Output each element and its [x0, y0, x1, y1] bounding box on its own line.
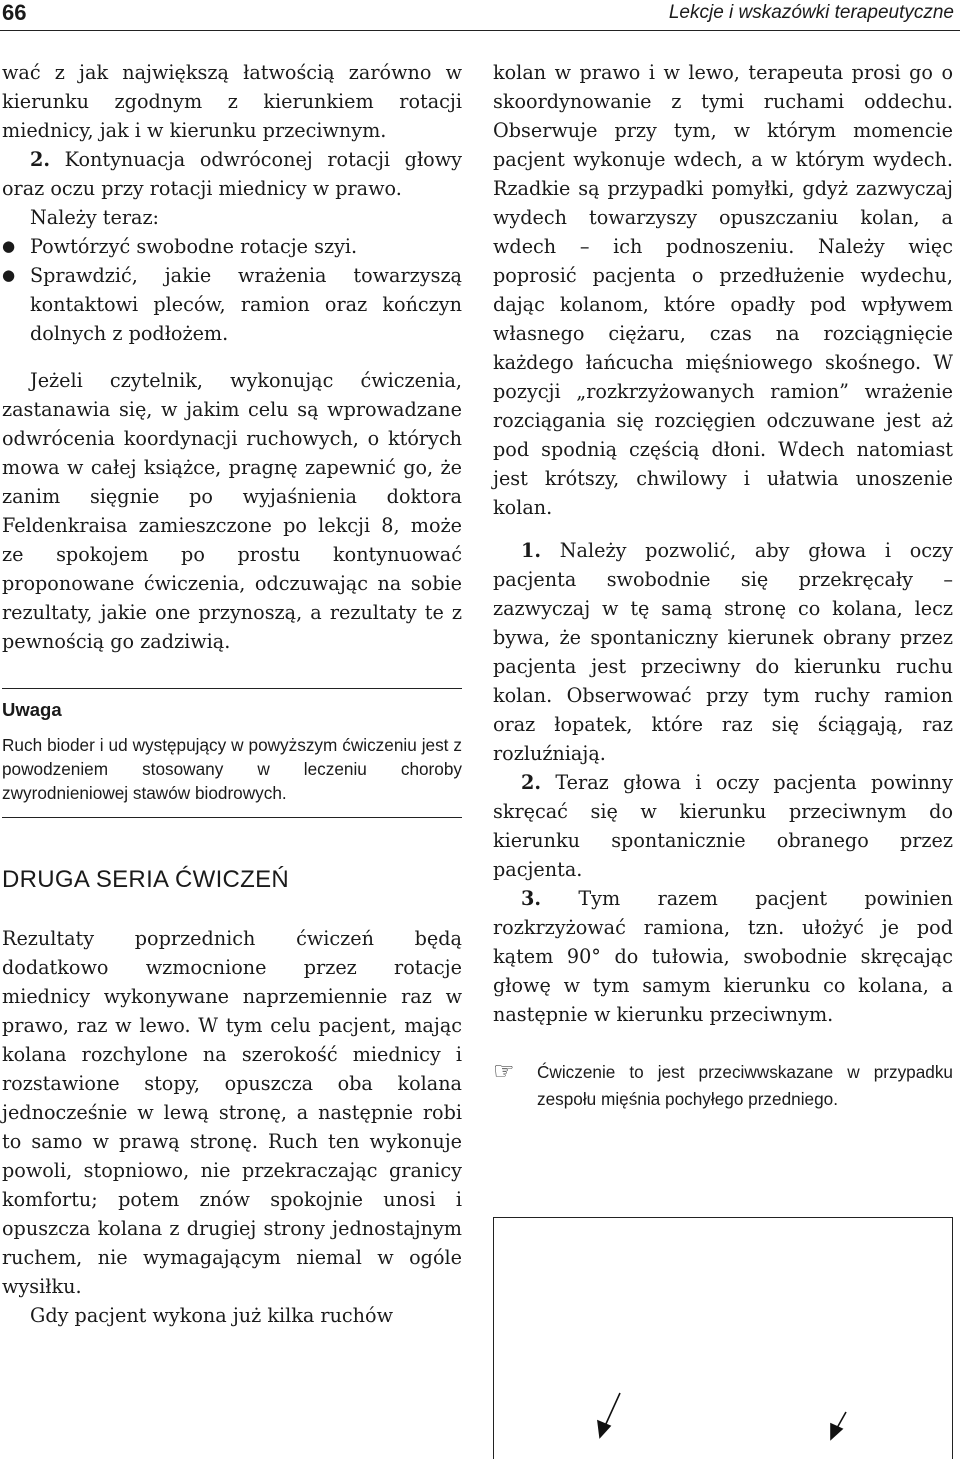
instruction-lead: Należy teraz:: [30, 206, 160, 229]
paragraph-jezeli: Jeżeli czytelnik, wykonując ćwiczenia, zastanawia się, w jakim celu są wprowadzane odwrócenia koordynacji ruchowych, o których mowa w całej książce, pragnę zapewnić go, że zanim sięgnie po wyjaśnienia doktora Feldenkraisa zamieszczone po lekcji 8, może ze spokojem po prostu kontynuować proponowane ćwiczenia, odczuwając na sobie rezultaty, jakie one przynoszą, a rezultaty te z pewnością go zadziwią.: [2, 369, 462, 653]
item-text: Tym razem pacjent powinien rozkrzyżować ramiona, tzn. ułożyć je pod kątem 90° do tułowia, swobodnie skręcając głowę w tym samym kierunku co kolana, a następnie w kierunku przeciwnym.: [493, 887, 953, 1026]
item-text: Należy pozwolić, aby głowa i oczy pacjenta swobodnie się przekręcały – zazwyczaj w tę samą stronę co kolana, lecz bywa, że spontaniczny kierunek obrany przez pacjenta jest przeciwny do kierunku ruchu kolan. Obserwować przy tym ruchy ramion oraz łopatek, które raz się ściągają, raz rozluźniają.: [493, 539, 953, 765]
note-box: [2, 688, 462, 818]
numbered-item-2: [2, 145, 462, 203]
note-title: Uwaga: [2, 699, 62, 720]
paragraph-rezultaty: Rezultaty poprzednich ćwiczeń będą dodatkowo wzmocnione przez rotacje miednicy wykonywane naprzemiennie raz w prawo, raz w lewo. W tym celu pacjent, mając kolana rozchylone na szerokość miednicy i rozstawione stopy, opuszcza oba kolana jednocześnie w lewą stronę, a następnie robi to samo w prawą stronę. Ruch ten wykonuje powoli, stopniowo, nie przekraczając granicy komfortu; potem znów spokojnie unosi i opuszcza kolana z drugiej strony jednostajnym ruchem, nie wymagającym niemal w ogóle wysiłku.: [2, 927, 462, 1298]
bullet-icon: ●: [2, 237, 16, 255]
item-text: Teraz głowa i oczy pacjenta powinny skręcać się w kierunku przeciwnym do kierunku spontanicznie obranego przez pacjenta.: [493, 771, 953, 881]
numbered-item-3: [493, 884, 953, 1029]
pointing-hand-icon: ☞: [493, 1057, 515, 1085]
arrow-left: [598, 1393, 620, 1437]
bullet-item: [2, 261, 462, 348]
bullet-icon: ●: [2, 266, 16, 284]
item-number: 1.: [521, 539, 542, 562]
paragraph-continuation: wać z jak największą łatwością zarówno w kierunku zgodnym z kierunkiem rotacji miednicy, jak i w kierunku przeciwnym.: [2, 61, 462, 142]
running-title: Lekcje i wskazówki terapeutyczne: [668, 2, 954, 23]
paragraph-gdy: Gdy pacjent wykona już kilka ruchów: [30, 1304, 394, 1327]
item-number: 2.: [521, 771, 542, 794]
item-number: 2.: [30, 148, 51, 171]
page-header: [0, 0, 960, 31]
contraindication-tip: [493, 1059, 953, 1113]
item-number: 3.: [521, 887, 542, 910]
section-heading: DRUGA SERIA ĆWICZEŃ: [2, 866, 290, 893]
figure-illustration: [494, 1218, 951, 1460]
note-text: Ruch bioder i ud występujący w powyższym ćwiczeniu jest z powodzeniem stosowany w leczeniu choroby zwyrodnieniowej stawów biodrowych.: [2, 735, 462, 803]
numbered-item-1: [493, 536, 953, 768]
arrow-right: [831, 1412, 846, 1439]
bullet-text: Powtórzyć swobodne rotacje szyi.: [30, 235, 358, 258]
right-column: [493, 58, 953, 1113]
figure-frame: [493, 1217, 953, 1459]
item-text: Kontynuacja odwróconej rotacji głowy oraz oczu przy rotacji miednicy w prawo.: [2, 148, 462, 200]
bullet-text: Sprawdzić, jakie wrażenia towarzyszą kontaktowi pleców, ramion oraz kończyn dolnych z podłożem.: [30, 264, 462, 345]
numbered-item-2: [493, 768, 953, 884]
paragraph-kolan: kolan w prawo i w lewo, terapeuta prosi go o skoordynowanie z tymi ruchami oddechu. Obserwuje przy tym, w którym momencie pacjent wykonuje wdech, a w którym wydech. Rzadkie są przypadki pomyłki, gdyż zazwyczaj wydech towarzyszy opuszczaniu kolan, a wdech – ich podnoszeniu. Należy więc poprosić pacjenta o przedłużenie wydechu, dając kolanom, które opadły pod wpływem własnego ciężaru, czas na rozciągnięcie każdego łańcucha mięśniowego skośnego. W pozycji „rozkrzyżowanych ramion” wrażenie rozciągania się rozcięgien odczuwane jest aż pod spodnią częścią dłoni. Wdech natomiast jest krótszy, chwilowy i ułatwia unoszenie kolan.: [493, 61, 953, 519]
left-column: [2, 58, 462, 1330]
page-number: 66: [2, 0, 27, 25]
bullet-item: [2, 232, 462, 261]
tip-text: Ćwiczenie to jest przeciwwskazane w przypadku zespołu mięśnia pochyłego przedniego.: [537, 1062, 953, 1109]
